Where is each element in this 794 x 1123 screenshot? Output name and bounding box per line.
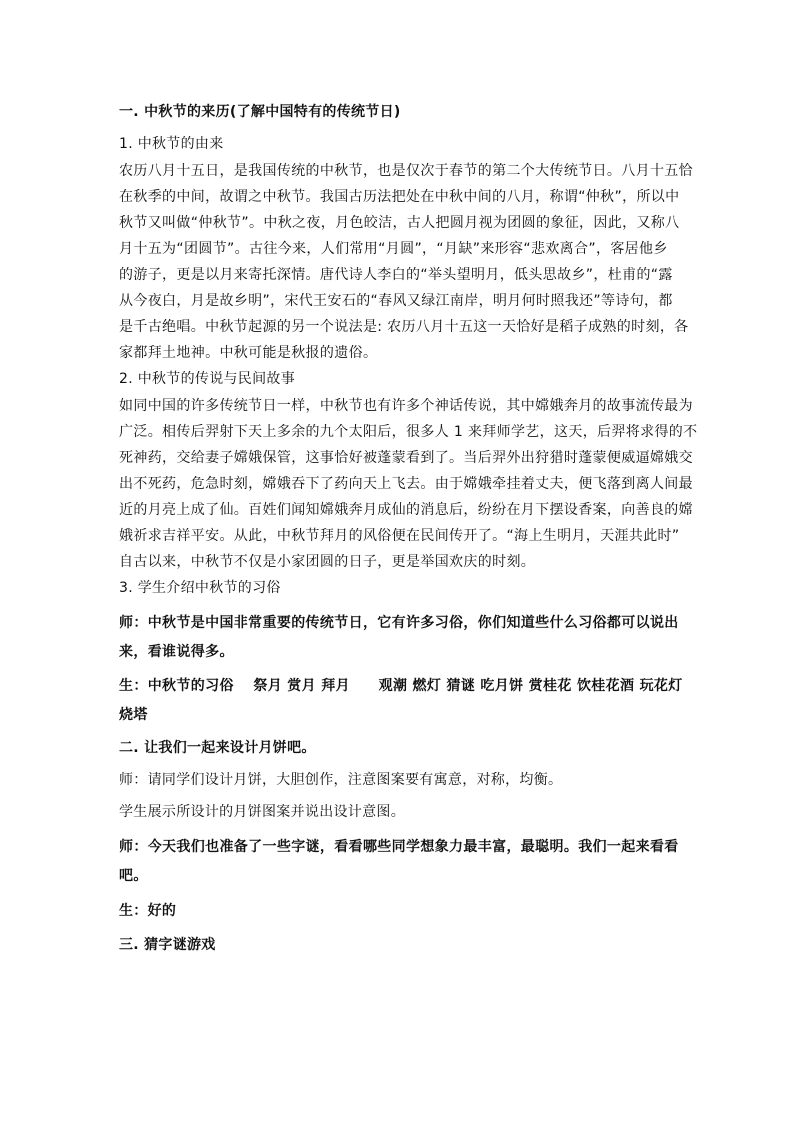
- dialogue-line: 来，看谁说得多。: [119, 644, 234, 660]
- sub3-title: 3. 学生介绍中秋节的习俗: [119, 580, 281, 596]
- paragraph-line: 月十五为“团圆节”。古往今来，人们常用“月圆”，“月缺”来形容“悲欢离合”，客居他乡: [119, 241, 668, 257]
- paragraph-line: 死神药，交给妻子嫦娥保管，这事恰好被蓬蒙看到了。当后羿外出狩猎时蓬蒙便威逼嫦娥交: [119, 450, 693, 466]
- sub2-title: 2. 中秋节的传说与民间故事: [119, 371, 296, 387]
- paragraph-line: 农历八月十五日，是我国传统的中秋节，也是仅次于春节的第二个大传统节日。八月十五恰: [119, 163, 693, 179]
- sub1-paragraph: [119, 158, 693, 366]
- paragraph-line: 广泛。相传后羿射下天上多余的九个太阳后，很多人 1 来拜师学艺，这天，后羿将求得的不: [119, 424, 698, 440]
- section2-heading: 二. 让我们一起来设计月饼吧。: [119, 740, 316, 756]
- teacher-design-instruction: 师：请同学们设计月饼，大胆创作，注意图案要有寓意，对称，均衡。: [119, 772, 563, 788]
- paragraph-line: 娥祈求吉祥平安。从此，中秋节拜月的风俗便在民间传开了。“海上生明月，天涯共此时”: [119, 528, 680, 544]
- dialogue-line: 生：中秋节的习俗 祭月 赏月 拜月 观潮 燃灯 猜谜 吃月饼 赏桂花 饮桂花酒 玩花灯: [119, 678, 683, 694]
- dialogue-line: 烧塔: [119, 707, 148, 723]
- sub2-paragraph: [119, 393, 698, 575]
- paragraph-line: 家都拜土地神。中秋可能是秋报的遗俗。: [119, 345, 378, 361]
- paragraph-line: 的游子，更是以月来寄托深情。唐代诗人李白的“举头望明月，低头思故乡”，杜甫的“露: [119, 267, 673, 283]
- paragraph-line: 秋节又叫做“仲秋节”。中秋之夜，月色皎洁，古人把圆月视为团圆的象征，因此，又称八: [119, 215, 680, 231]
- paragraph-line: 近的月亮上成了仙。百姓们闻知嫦娥奔月成仙的消息后，纷纷在月下摆设香案，向善良的嫦: [119, 502, 693, 518]
- section1-heading: 一. 中秋节的来历(了解中国特有的传统节日): [119, 104, 401, 120]
- document-page: [119, 99, 698, 959]
- paragraph-line: 自古以来，中秋节不仅是小家团圆的日子，更是举国欢庆的时刻。: [119, 554, 536, 570]
- section3-heading: 三. 猜字谜游戏: [119, 937, 216, 953]
- paragraph-line: 出不死药，危急时刻，嫦娥吞下了药向天上飞去。由于嫦娥牵挂着丈夫，便飞落到离人间最: [119, 476, 693, 492]
- student-reply: 生：好的: [119, 903, 177, 919]
- dialogue-line: 师：中秋节是中国非常重要的传统节日，它有许多习俗，你们知道些什么习俗都可以说出: [119, 615, 679, 631]
- dialogue-line: 吧。: [119, 868, 148, 884]
- dialogue-line: 师：今天我们也准备了一些字谜，看看哪些同学想象力最丰富，最聪明。我们一起来看看: [119, 839, 679, 855]
- teacher-question: [119, 609, 679, 667]
- paragraph-line: 是千古绝唱。中秋节起源的另一个说法是: 农历八月十五这一天恰好是稻子成熟的时刻，各: [119, 319, 689, 335]
- paragraph-line: 在秋季的中间，故谓之中秋节。我国古历法把处在中秋中间的八月，称谓“仲秋”，所以中: [119, 189, 680, 205]
- student-design-activity: 学生展示所设计的月饼图案并说出设计意图。: [119, 804, 405, 820]
- paragraph-line: 如同中国的许多传统节日一样，中秋节也有许多个神话传说，其中嫦娥奔月的故事流传最为: [119, 398, 693, 414]
- student-answer: [119, 672, 683, 730]
- teacher-riddle-intro: [119, 833, 679, 891]
- sub1-title: 1. 中秋节的由来: [119, 136, 224, 152]
- paragraph-line: 从今夜白，月是故乡明”，宋代王安石的“春风又绿江南岸，明月何时照我还”等诗句，都: [119, 293, 673, 309]
